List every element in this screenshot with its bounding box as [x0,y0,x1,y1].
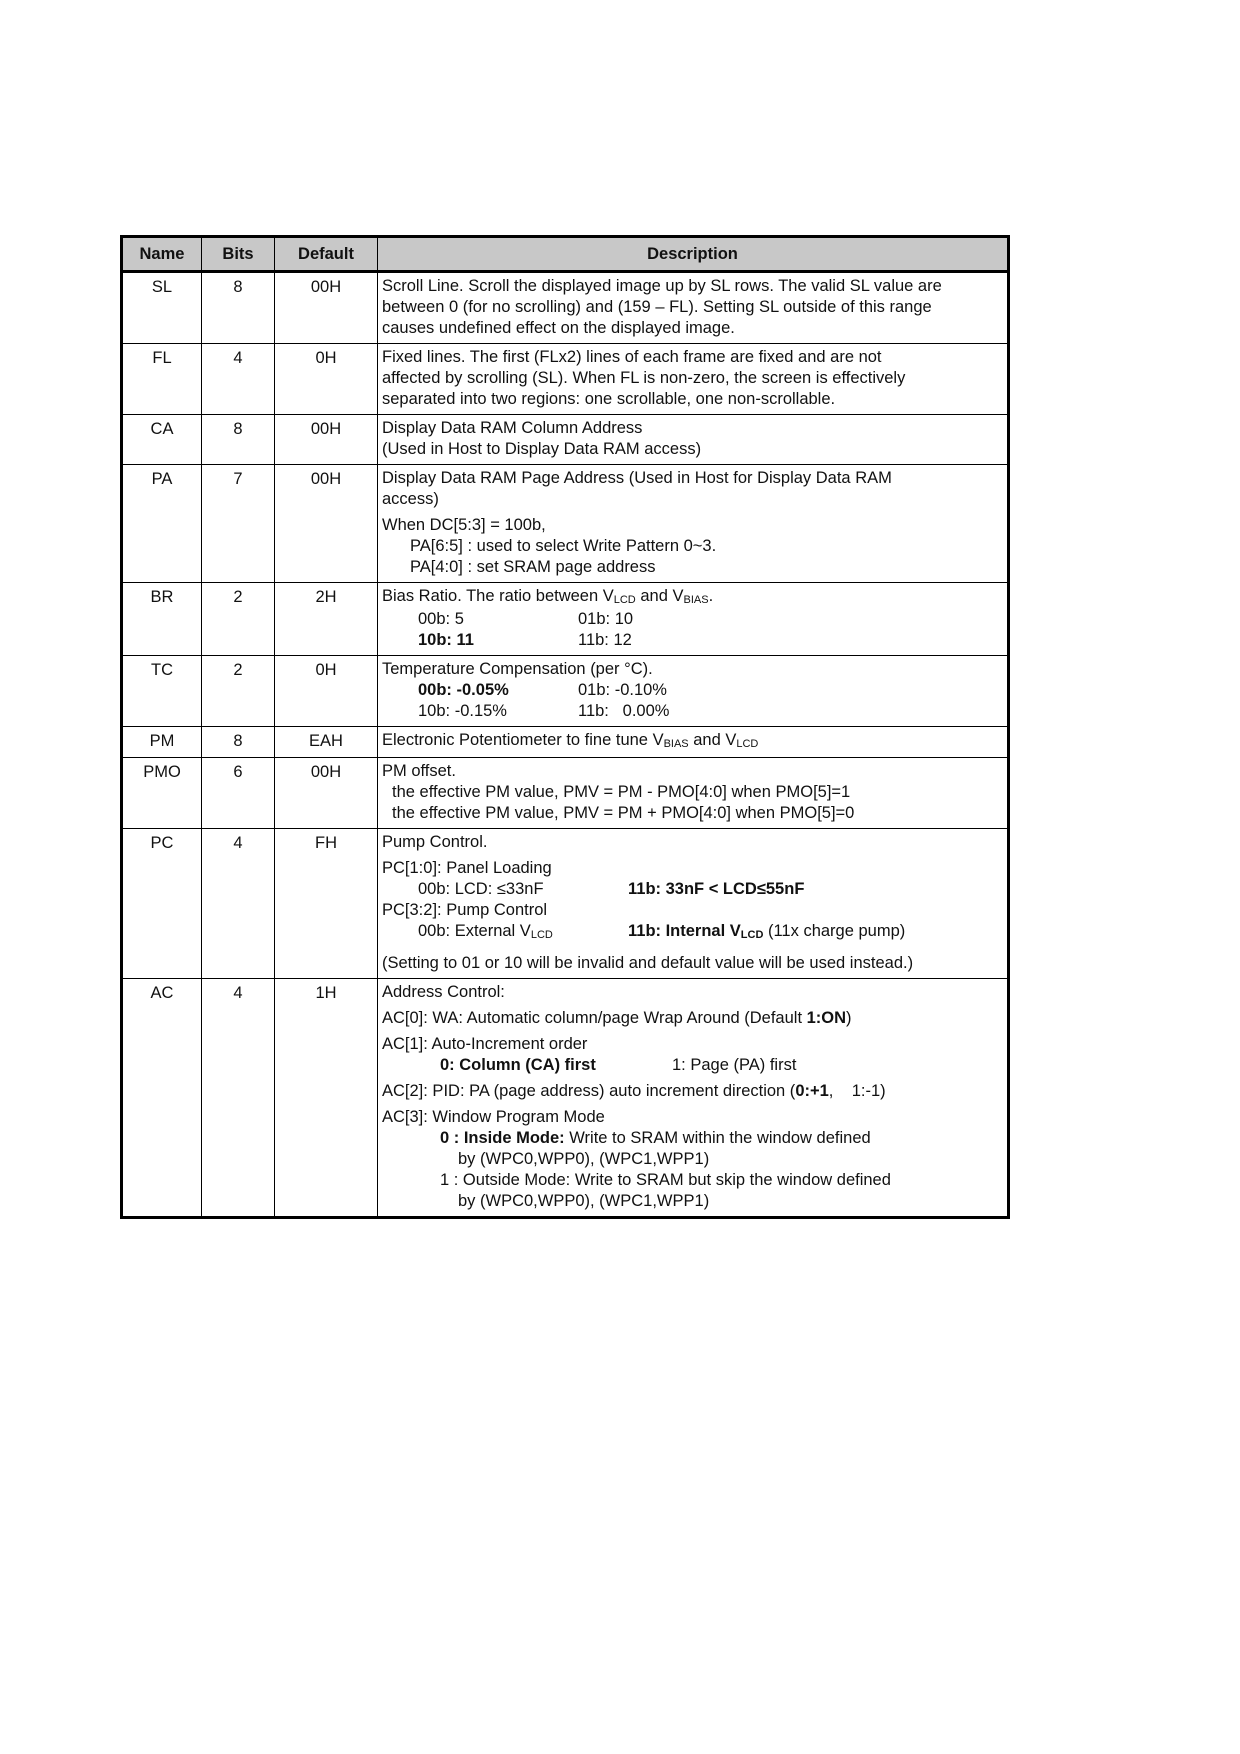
desc-line: Temperature Compensation (per °C). [382,660,653,678]
cell-bits: 6 [202,758,275,829]
table-row-fl [122,344,1009,415]
cell-bits: 4 [202,829,275,979]
cell-default: 2H [275,583,378,656]
cell-name: PMO [122,758,202,829]
table-row-pc [122,829,1009,979]
cell-name: PA [122,465,202,583]
cell-description [378,656,1009,727]
cell-default: 00H [275,465,378,583]
cell-description [378,583,1009,656]
desc-line: AC[2]: PID: PA (page address) auto increment direction (0:+1, 1:-1) [382,1082,886,1100]
cell-description [378,727,1009,758]
table-header-row [122,237,1009,272]
cell-default: 00H [275,415,378,465]
desc-line: causes undefined effect on the displayed image. [382,319,735,337]
cell-description [378,979,1009,1218]
cell-bits: 4 [202,344,275,415]
cell-name: SL [122,272,202,344]
cell-description [378,758,1009,829]
desc-line: 00b: External $V_{LCD}$ 11b: Internal $V_{LCD}$ (11x charge pump) [418,922,906,941]
desc-line: by (WPC0,WPP0), (WPC1,WPP1) [458,1150,710,1168]
cell-description [378,415,1009,465]
table-row-ca [122,415,1009,465]
desc-line: 0: Column (CA) first 1: Page (PA) first [440,1056,797,1074]
cell-default: 0H [275,344,378,415]
desc-line: Fixed lines. The first (FLx2) lines of each frame are fixed and are not [382,348,882,366]
cell-default: 1H [275,979,378,1218]
table-row-tc [122,656,1009,727]
cell-bits: 2 [202,656,275,727]
desc-line: PM offset. [382,762,456,780]
desc-line: affected by scrolling (SL). When FL is non-zero, the screen is effectively [382,369,906,387]
table-row-pmo [122,758,1009,829]
desc-line: PA[6:5] : used to select Write Pattern 0~3. [410,537,717,555]
header-bits: Bits [202,237,275,272]
cell-bits: 7 [202,465,275,583]
cell-name: BR [122,583,202,656]
cell-description [378,465,1009,583]
cell-description [378,272,1009,344]
header-default: Default [275,237,378,272]
desc-line: (Setting to 01 or 10 will be invalid and default value will be used instead.) [382,954,914,972]
cell-name: TC [122,656,202,727]
desc-line: Address Control: [382,983,505,1001]
table-row-pa [122,465,1009,583]
cell-bits: 8 [202,272,275,344]
cell-name: PC [122,829,202,979]
desc-line: Electronic Potentiometer to fine tune $V_{BIAS}$ and $V_{LCD}$ [382,731,759,750]
register-table [120,235,1010,1219]
desc-line: access) [382,490,439,508]
desc-line: by (WPC0,WPP0), (WPC1,WPP1) [458,1192,710,1210]
cell-name: AC [122,979,202,1218]
desc-line: the effective PM value, PMV = PM - PMO[4:0] when PMO[5]=1 [392,783,851,801]
desc-line: Display Data RAM Page Address (Used in Host for Display Data RAM [382,469,892,487]
table-row-pm [122,727,1009,758]
table-row-ac [122,979,1009,1218]
table-row-sl [122,272,1009,344]
header-description: Description [378,237,1009,272]
desc-line: AC[0]: WA: Automatic column/page Wrap Around (Default 1:ON) [382,1009,852,1027]
cell-default: 00H [275,758,378,829]
cell-name: FL [122,344,202,415]
desc-line: separated into two regions: one scrollable, one non-scrollable. [382,390,836,408]
desc-line: Display Data RAM Column Address [382,419,643,437]
desc-line: PC[1:0]: Panel Loading [382,859,552,877]
desc-line: (Used in Host to Display Data RAM access) [382,440,702,458]
desc-line: AC[3]: Window Program Mode [382,1108,605,1126]
desc-line: 10b: -0.15% 11b: 0.00% [418,702,670,720]
desc-line: 10b: 11 11b: 12 [418,631,632,649]
cell-default: FH [275,829,378,979]
desc-line: Pump Control. [382,833,488,851]
cell-default: EAH [275,727,378,758]
desc-line: 00b: -0.05% 01b: -0.10% [418,681,667,699]
desc-line: the effective PM value, PMV = PM + PMO[4:0] when PMO[5]=0 [392,804,855,822]
cell-description [378,344,1009,415]
desc-line: 0 : Inside Mode: Write to SRAM within the window defined [440,1129,871,1147]
desc-line: 1 : Outside Mode: Write to SRAM but skip the window defined [440,1171,891,1189]
desc-line: PA[4:0] : set SRAM page address [410,558,656,576]
cell-bits: 4 [202,979,275,1218]
desc-line: PC[3:2]: Pump Control [382,901,548,919]
desc-line: between 0 (for no scrolling) and (159 – FL). Setting SL outside of this range [382,298,932,316]
desc-line: 00b: LCD: ≤33nF 11b: 33nF < LCD≤55nF [418,880,805,898]
table-row-br [122,583,1009,656]
desc-line: Scroll Line. Scroll the displayed image up by SL rows. The valid SL value are [382,277,942,295]
cell-name: CA [122,415,202,465]
cell-bits: 8 [202,415,275,465]
cell-name: PM [122,727,202,758]
desc-line: 00b: 5 01b: 10 [418,610,634,628]
desc-line: AC[1]: Auto-Increment order [382,1035,588,1053]
cell-bits: 2 [202,583,275,656]
cell-default: 00H [275,272,378,344]
cell-bits: 8 [202,727,275,758]
cell-default: 0H [275,656,378,727]
cell-description [378,829,1009,979]
desc-line: When DC[5:3] = 100b, [382,516,546,534]
header-name: Name [122,237,202,272]
desc-line: Bias Ratio. The ratio between $V_{LCD}$ and $V_{BIAS}$. [382,587,714,606]
